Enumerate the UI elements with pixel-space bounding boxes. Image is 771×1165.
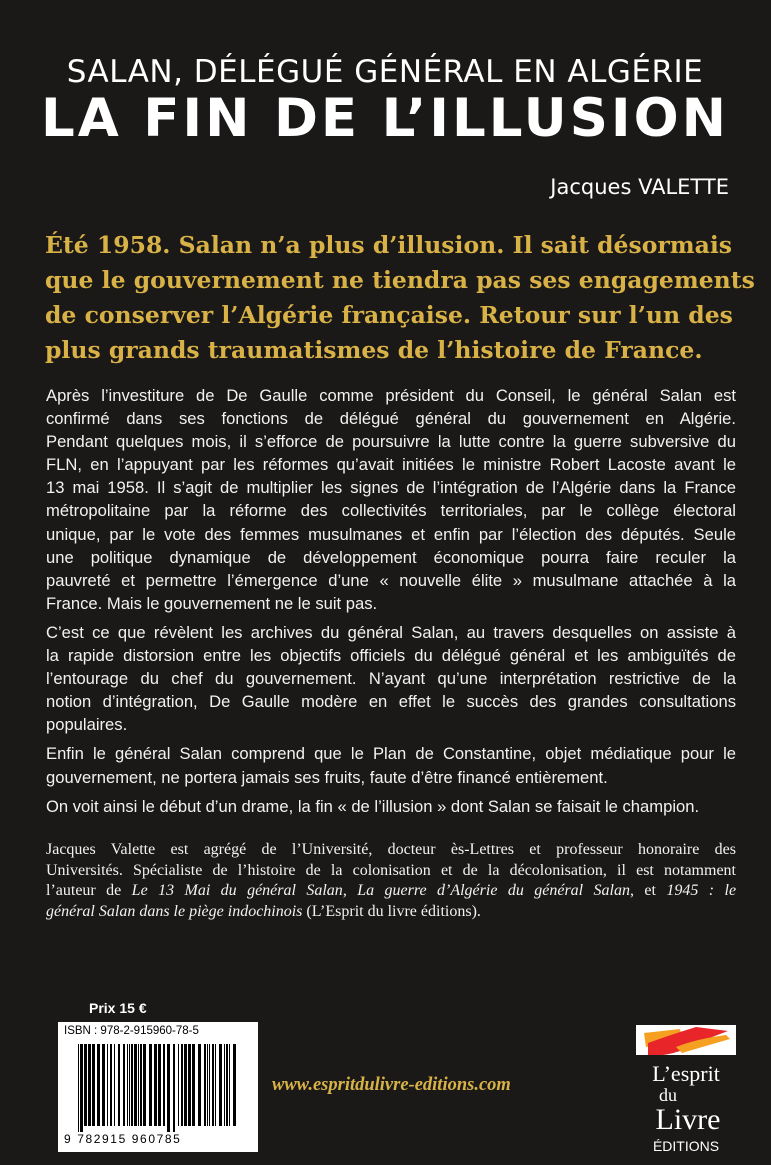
barcode-bar — [114, 1044, 115, 1126]
barcode-bar — [154, 1044, 157, 1126]
barcode-bar — [110, 1044, 112, 1126]
lead-line: de conserver l’Algérie française. Retour sur l’un des — [45, 301, 733, 329]
barcode-digits: 9 782915 960785 — [64, 1132, 182, 1146]
barcode-bar — [143, 1044, 146, 1126]
barcode-bar — [97, 1044, 100, 1126]
barcode-bar — [178, 1044, 179, 1126]
barcode-bar — [173, 1044, 175, 1132]
isbn-number: ISBN : 978-2-915960-78-5 — [64, 1025, 199, 1037]
barcode-bar — [212, 1044, 214, 1126]
publisher-logo — [636, 1025, 736, 1157]
barcode-bar — [184, 1044, 187, 1126]
barcode-bar — [134, 1044, 137, 1126]
barcode-bar — [163, 1044, 165, 1126]
barcode-bar — [92, 1044, 95, 1126]
barcode-bar — [233, 1044, 236, 1126]
text-line: gouvernement, ne portera jamais ses fruits, faute d’être financé entièrement. — [46, 767, 608, 787]
author-name: Jacques VALETTE — [550, 175, 729, 199]
text-line: Pendant quelques mois, il s’efforce de poursuivre la lutte contre la guerre subversive du — [46, 432, 736, 452]
barcode-bar — [123, 1044, 125, 1126]
barcode-bar — [224, 1044, 225, 1126]
barcode-bar — [149, 1044, 152, 1126]
text-line: populaires. — [46, 715, 128, 735]
barcode-bar — [181, 1044, 183, 1126]
barcode-panel — [58, 1022, 258, 1152]
lead-line: que le gouvernement ne tiendra pas ses engagements — [45, 266, 755, 294]
barcode-bar — [198, 1044, 201, 1126]
text-line: FLN, en l’appuyant par les réformes qu’avait initiées le ministre Robert Lacoste avant le — [46, 455, 736, 475]
book-reference: Le 13 Mai du général Salan — [131, 882, 343, 899]
text-line: confirmé dans ses fonctions de délégué général du gouvernement en Algérie. — [46, 409, 736, 429]
text-line: métropolitaine par la réforme des collectivités territoriales, par le collège électoral — [46, 501, 736, 521]
synopsis — [46, 384, 736, 824]
barcode-bar — [192, 1044, 195, 1126]
text-line: Enfin le général Salan comprend que le Plan de Constantine, objet médiatique pour le — [46, 744, 736, 764]
barcode-bar — [140, 1044, 142, 1126]
barcode-bar — [102, 1044, 105, 1126]
price-label: Prix 15 € — [89, 1000, 147, 1016]
text-line: unique, par le vote des femmes musulmanes et enfin par l’élection des députés. Seule — [46, 524, 736, 544]
barcode-bar — [138, 1044, 139, 1126]
barcode-bar — [127, 1044, 128, 1126]
barcode-icon — [76, 1044, 242, 1132]
text-line: l’entourage du chef du gouvernement. N’ayant qu’une interprétation restrictive de la — [46, 669, 736, 689]
barcode-bar — [129, 1044, 130, 1126]
author-bio — [46, 840, 736, 922]
bio-line: l’auteur de Le 13 Mai du général Salan, La guerre d’Algérie du général Salan, et 1945 : le — [46, 882, 737, 899]
barcode-bar — [78, 1044, 79, 1132]
barcode-bar — [131, 1044, 133, 1126]
barcode-bar — [167, 1044, 170, 1132]
barcode-bar — [84, 1044, 87, 1126]
barcode-bar — [88, 1044, 91, 1126]
synopsis-paragraph-1 — [46, 384, 736, 615]
text-line: France. Mais le gouvernement ne le suit pas. — [46, 593, 378, 613]
barcode-bar — [226, 1044, 228, 1126]
barcode-bar — [204, 1044, 206, 1126]
barcode-bar — [215, 1044, 216, 1126]
barcode-bar — [207, 1044, 208, 1126]
synopsis-paragraph-3 — [46, 742, 736, 788]
barcode-bar — [80, 1044, 83, 1132]
text-line: pauvreté et permettre l’émergence d’une « nouvelle élite » musulmane attachée à la — [46, 570, 736, 590]
book-reference: 1945 : le — [666, 882, 737, 899]
publisher-website[interactable]: www.espritdulivre-editions.com — [272, 1075, 511, 1095]
logo-line-2: du — [659, 1085, 677, 1105]
book-title: LA FIN DE L’ILLUSION — [40, 88, 730, 149]
logo-line-1: L’esprit — [652, 1061, 720, 1086]
lead-paragraph — [45, 228, 755, 368]
text-line: notion d’intégration, De Gaulle modère en effet le succès des grandes consultations — [46, 692, 736, 712]
synopsis-paragraph-2 — [46, 621, 736, 736]
text-line: On voit ainsi le début d’un drame, la fin « de l’illusion » dont Salan se faisait le champion. — [46, 796, 700, 816]
text-line: Après l’investiture de De Gaulle comme président du Conseil, le général Salan est — [46, 386, 736, 405]
text-line: 13 mai 1958. Il s’agit de multiplier les signes de l’intégration de l’Algérie dans la France — [46, 478, 736, 498]
barcode-bar — [118, 1044, 120, 1126]
barcode-bar — [188, 1044, 191, 1126]
barcode-bar — [107, 1044, 108, 1126]
bio-line: Universités. Spécialiste de l’histoire de la colonisation et de la décolonisation, il est notamment — [46, 861, 736, 879]
logo-line-4: ÉDITIONS — [652, 1138, 720, 1154]
barcode-bar — [229, 1044, 230, 1126]
book-reference: général Salan dans le piège indochinois — [46, 902, 303, 920]
barcode-bar — [219, 1044, 222, 1126]
lead-line: Été 1958. Salan n’a plus d’illusion. Il sait désormais — [45, 231, 733, 259]
book-subtitle: SALAN, DÉLÉGUÉ GÉNÉRAL EN ALGÉRIE — [66, 54, 704, 90]
barcode-bar — [158, 1044, 161, 1126]
text-line: une politique dynamique de développement économique pourra faire reculer la — [46, 547, 736, 567]
synopsis-paragraph-4 — [46, 795, 736, 818]
barcode-bar — [209, 1044, 210, 1126]
logo-line-3: Livre — [655, 1103, 721, 1136]
text-line: C’est ce que révèlent les archives du général Salan, au travers desquelles on assiste à — [46, 622, 736, 642]
text-line: la rapide distorsion entre les objectifs officiels du délégué général et les ambiguïtés de — [46, 646, 736, 666]
lead-line: plus grands traumatismes de l’histoire de France. — [45, 336, 703, 364]
bio-line: Jacques Valette est agrégé de l’Université, docteur ès-Lettres et professeur honoraire des — [46, 841, 736, 858]
bio-line: général Salan dans le piège indochinois (L’Esprit du livre éditions). — [46, 902, 481, 920]
book-reference: La guerre d’Algérie du général Salan — [357, 882, 630, 899]
